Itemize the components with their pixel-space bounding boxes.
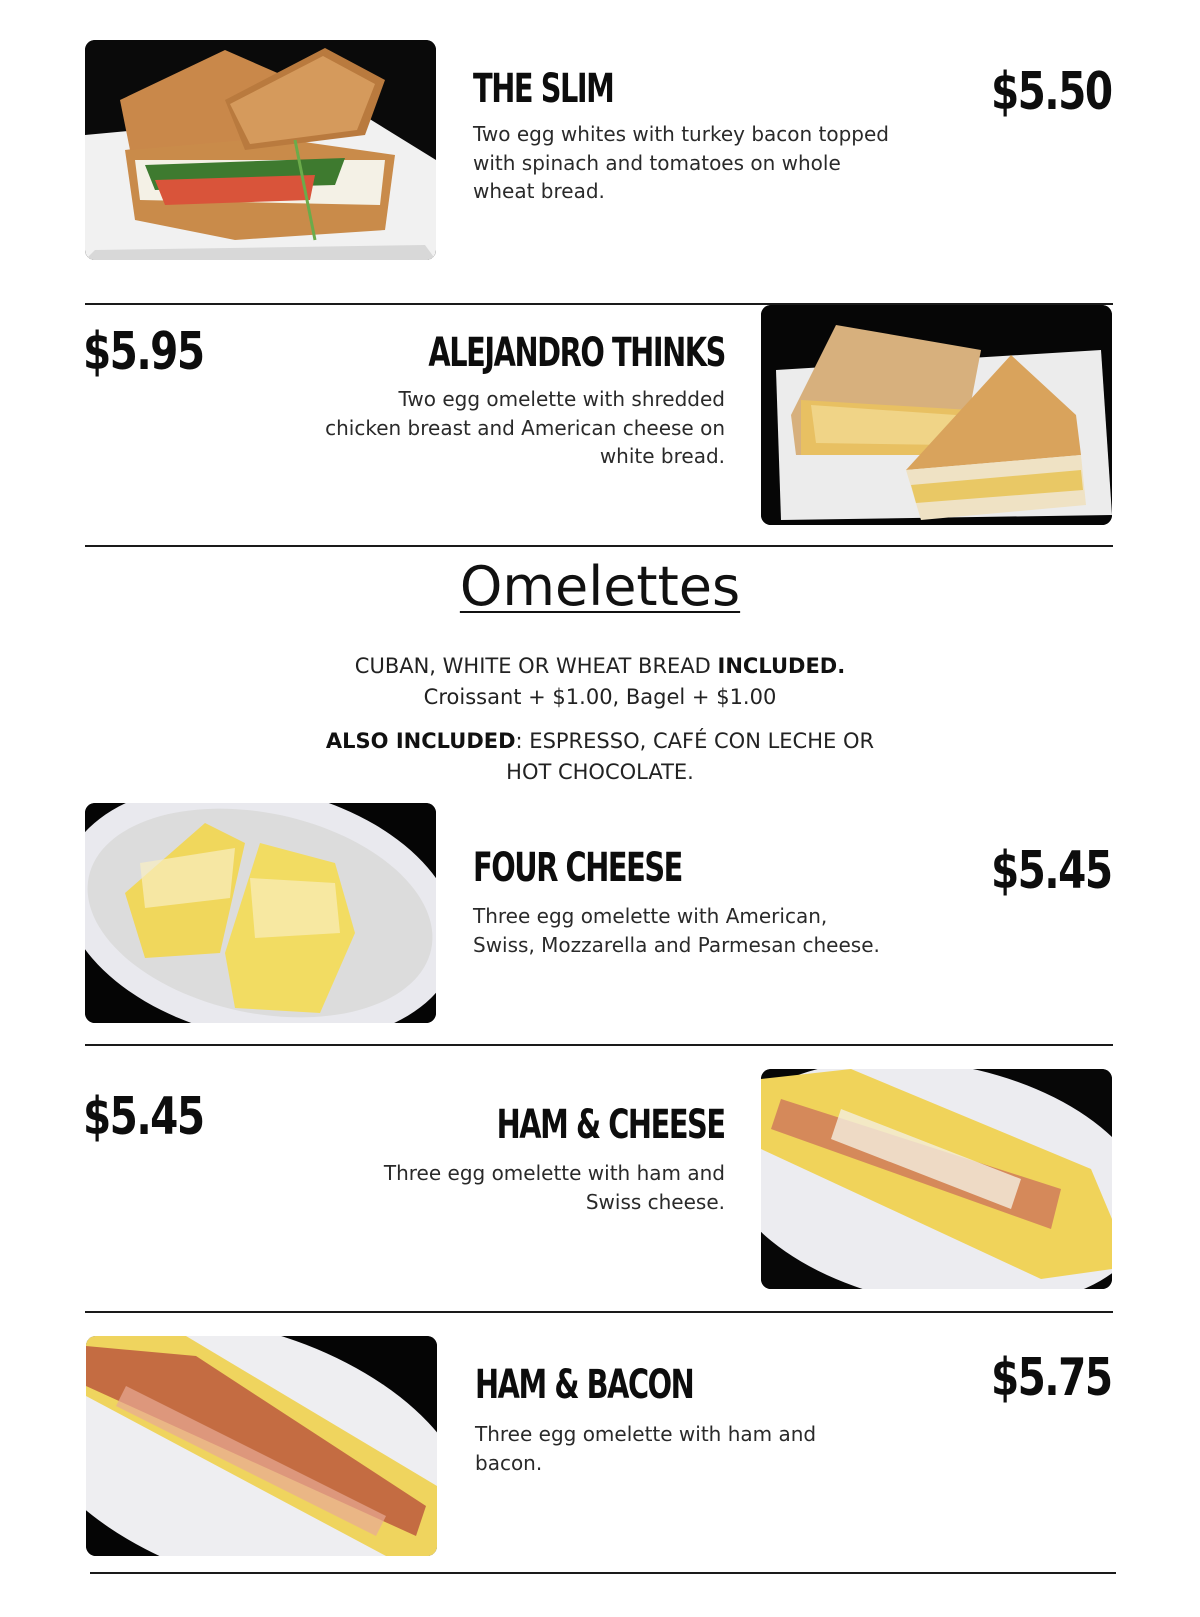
item-description: Three egg omelette with American, Swiss, Mozzarella and Parmesan cheese. bbox=[473, 904, 880, 957]
divider bbox=[90, 1572, 1116, 1574]
sandwich-photo-alejandro-thinks bbox=[761, 305, 1112, 525]
omelette-photo-ham-cheese bbox=[761, 1069, 1112, 1289]
bread-upgrade-info: Croissant + $1.00, Bagel + $1.00 bbox=[423, 685, 777, 709]
bread-info: CUBAN, WHITE OR WHEAT BREAD INCLUDED. bbox=[354, 654, 846, 678]
divider bbox=[85, 545, 1113, 547]
item-price: $5.45 bbox=[990, 841, 1111, 901]
item-name: ALEJANDRO THINKS bbox=[428, 330, 725, 376]
item-description: Three egg omelette with ham and Swiss cheese. bbox=[383, 1161, 725, 1214]
omelette-photo-four-cheese bbox=[85, 803, 436, 1023]
item-description: Three egg omelette with ham and bacon. bbox=[475, 1422, 817, 1475]
item-price: $5.50 bbox=[990, 62, 1111, 122]
item-name: THE SLIM bbox=[473, 66, 614, 112]
item-price: $5.45 bbox=[83, 1087, 204, 1147]
item-name: HAM & BACON bbox=[475, 1362, 694, 1408]
section-title: Omelettes bbox=[459, 555, 741, 618]
item-name: HAM & CHEESE bbox=[497, 1102, 725, 1148]
item-price: $5.75 bbox=[990, 1348, 1111, 1408]
divider bbox=[85, 1044, 1113, 1046]
also-included-info: ALSO INCLUDED: ESPRESSO, CAFÉ CON LECHE OR bbox=[325, 729, 875, 753]
item-description: Two egg omelette with shredded chicken breast and American cheese on white bread. bbox=[325, 387, 725, 468]
also-included-info-cont: HOT CHOCOLATE. bbox=[506, 760, 694, 784]
item-description: Two egg whites with turkey bacon topped with spinach and tomatoes on whole wheat bread. bbox=[473, 122, 890, 203]
item-price: $5.95 bbox=[83, 322, 204, 382]
item-name: FOUR CHEESE bbox=[473, 845, 682, 891]
omelette-photo-ham-bacon bbox=[86, 1336, 437, 1556]
sandwich-photo-the-slim bbox=[85, 40, 436, 260]
divider bbox=[85, 1311, 1113, 1313]
